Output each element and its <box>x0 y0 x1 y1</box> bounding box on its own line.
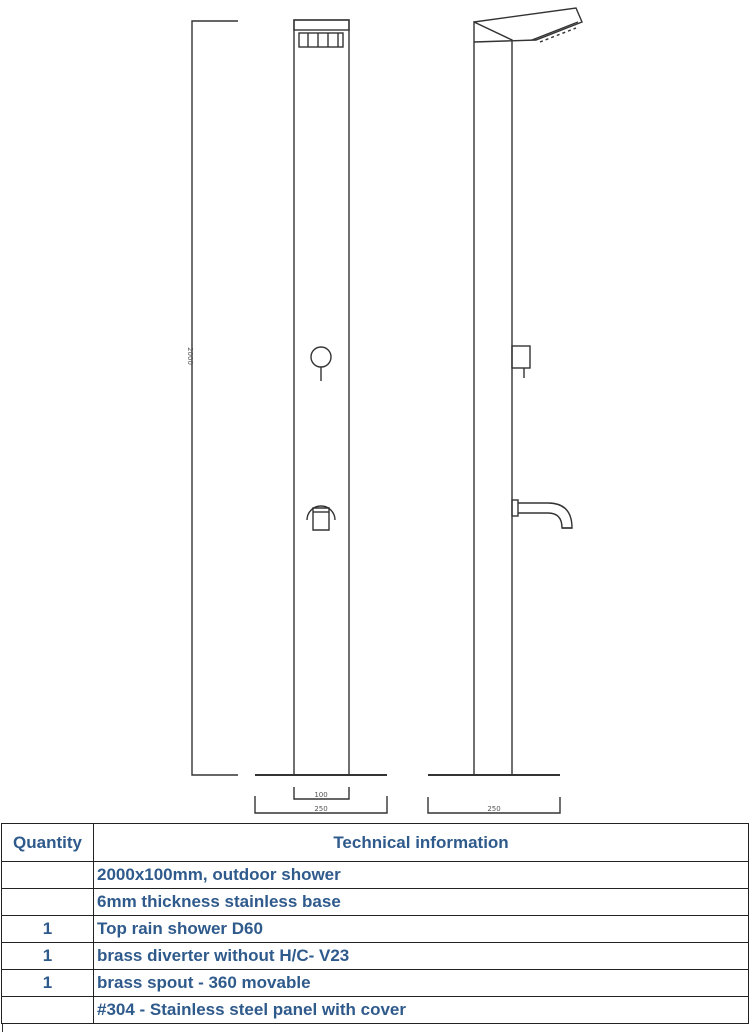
description-cell: Top rain shower D60 <box>94 916 749 943</box>
table-header-row <box>2 824 749 862</box>
side-view <box>428 8 582 813</box>
table-row <box>2 889 749 916</box>
front-view <box>186 20 387 813</box>
technical-information-header: Technical information <box>94 824 749 862</box>
table-row <box>2 862 749 889</box>
page-corner-mark <box>2 1024 3 1032</box>
quantity-cell <box>2 997 94 1024</box>
table-row <box>2 970 749 997</box>
table-row <box>2 997 749 1024</box>
rain-shower-nozzles <box>299 33 343 47</box>
description-cell: 6mm thickness stainless base <box>94 889 749 916</box>
spout-icon <box>512 500 572 528</box>
quantity-cell: 1 <box>2 970 94 997</box>
quantity-cell: 1 <box>2 916 94 943</box>
technical-spec-table <box>1 823 749 1024</box>
quantity-cell <box>2 862 94 889</box>
side-base-width-dimension-label: 250 <box>487 805 501 813</box>
quantity-header: Quantity <box>2 824 94 862</box>
shower-arm <box>474 8 582 42</box>
mixer-handle-icon <box>307 506 335 530</box>
description-cell: 2000x100mm, outdoor shower <box>94 862 749 889</box>
table-row <box>2 943 749 970</box>
base-width-dimension-label: 250 <box>314 805 328 813</box>
rain-shower-head <box>294 20 349 30</box>
quantity-cell: 1 <box>2 943 94 970</box>
description-cell: brass diverter without H/C- V23 <box>94 943 749 970</box>
side-column <box>474 22 512 775</box>
column-width-dimension-label: 100 <box>314 791 328 799</box>
shower-column <box>294 20 349 775</box>
shower-arm-underside <box>532 22 578 40</box>
table-row <box>2 916 749 943</box>
height-dimension-label: 2000 <box>186 347 194 365</box>
description-cell: #304 - Stainless steel panel with cover <box>94 997 749 1024</box>
quantity-cell <box>2 889 94 916</box>
diverter-knob-icon <box>311 347 331 381</box>
description-cell: brass spout - 360 movable <box>94 970 749 997</box>
height-dimension-line <box>192 21 238 775</box>
diverter-body-side <box>512 346 530 368</box>
